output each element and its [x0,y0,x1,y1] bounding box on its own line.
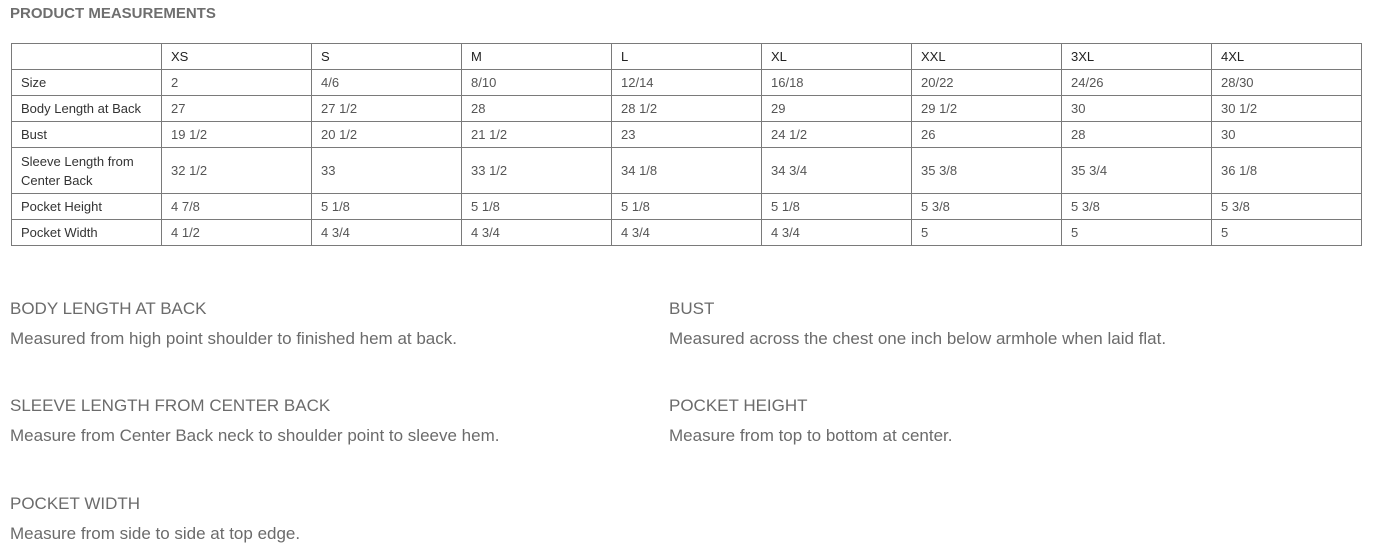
definition-text: Measured from high point shoulder to finished hem at back. [10,329,457,348]
definition-title: BUST [669,299,715,318]
definition-text: Measure from Center Back neck to shoulder point to sleeve hem. [10,426,500,445]
table-cell: 5 3/8 [1062,194,1212,220]
table-row-sleeve-length [12,148,1362,194]
table-cell: 34 3/4 [762,148,912,194]
column-header-xs: XS [162,44,312,70]
table-cell: 24 1/2 [762,122,912,148]
table-row-body-length [12,96,1362,122]
row-label: Pocket Width [12,220,162,246]
row-label: Size [12,70,162,96]
table-cell: 5 1/8 [312,194,462,220]
column-header-3xl: 3XL [1062,44,1212,70]
table-cell: 5 [1212,220,1362,246]
row-label: Bust [12,122,162,148]
definition-title: POCKET HEIGHT [669,396,808,415]
table-cell: 5 [1062,220,1212,246]
table-row-pocket-width [12,220,1362,246]
table-cell: 29 [762,96,912,122]
table-cell: 5 3/8 [912,194,1062,220]
table-row-bust [12,122,1362,148]
definition-pocket-height [669,396,1309,446]
column-header-4xl: 4XL [1212,44,1362,70]
table-cell: 20/22 [912,70,1062,96]
definition-bust [669,299,1309,349]
table-cell: 36 1/8 [1212,148,1362,194]
table-cell: 33 [312,148,462,194]
table-cell: 8/10 [462,70,612,96]
definition-sleeve-length [10,396,650,446]
table-cell: 28 1/2 [612,96,762,122]
column-header-l: L [612,44,762,70]
table-cell: 33 1/2 [462,148,612,194]
table-cell: 28 [1062,122,1212,148]
table-cell: 4 3/4 [612,220,762,246]
table-cell: 28/30 [1212,70,1362,96]
table-cell: 27 [162,96,312,122]
column-header-m: M [462,44,612,70]
table-cell: 5 1/8 [462,194,612,220]
row-label: Pocket Height [12,194,162,220]
definition-title: SLEEVE LENGTH FROM CENTER BACK [10,396,331,415]
column-header-xl: XL [762,44,912,70]
definition-text: Measure from side to side at top edge. [10,524,301,543]
table-cell: 12/14 [612,70,762,96]
table-cell: 34 1/8 [612,148,762,194]
table-cell: 5 1/8 [762,194,912,220]
table-cell: 26 [912,122,1062,148]
table-corner-cell [12,44,162,70]
table-cell: 5 3/8 [1212,194,1362,220]
row-label: Body Length at Back [12,96,162,122]
table-cell: 32 1/2 [162,148,312,194]
table-cell: 5 1/8 [612,194,762,220]
table-cell: 35 3/8 [912,148,1062,194]
table-cell: 5 [912,220,1062,246]
table-cell: 24/26 [1062,70,1212,96]
page-title: PRODUCT MEASUREMENTS [10,5,216,22]
table-cell: 4 3/4 [312,220,462,246]
definition-text: Measure from top to bottom at center. [669,426,953,445]
table-cell: 4 3/4 [462,220,612,246]
table-cell: 30 [1062,96,1212,122]
table-cell: 28 [462,96,612,122]
measurements-table [11,43,1362,246]
definition-text: Measured across the chest one inch below armhole when laid flat. [669,329,1167,348]
table-cell: 4 7/8 [162,194,312,220]
table-cell: 27 1/2 [312,96,462,122]
definition-body-length [10,299,650,349]
table-row-pocket-height [12,194,1362,220]
table-cell: 21 1/2 [462,122,612,148]
table-cell: 30 [1212,122,1362,148]
definition-pocket-width [10,494,650,544]
column-header-s: S [312,44,462,70]
definition-title: POCKET WIDTH [10,494,141,513]
table-cell: 29 1/2 [912,96,1062,122]
table-cell: 4 3/4 [762,220,912,246]
table-cell: 2 [162,70,312,96]
table-cell: 35 3/4 [1062,148,1212,194]
table-cell: 19 1/2 [162,122,312,148]
row-label: Sleeve Length from Center Back [12,148,162,194]
column-header-xxl: XXL [912,44,1062,70]
table-cell: 4/6 [312,70,462,96]
table-cell: 16/18 [762,70,912,96]
table-cell: 4 1/2 [162,220,312,246]
table-row-size [12,70,1362,96]
table-cell: 20 1/2 [312,122,462,148]
definition-title: BODY LENGTH AT BACK [10,299,207,318]
table-header-row [12,44,1362,70]
table-cell: 30 1/2 [1212,96,1362,122]
table-cell: 23 [612,122,762,148]
